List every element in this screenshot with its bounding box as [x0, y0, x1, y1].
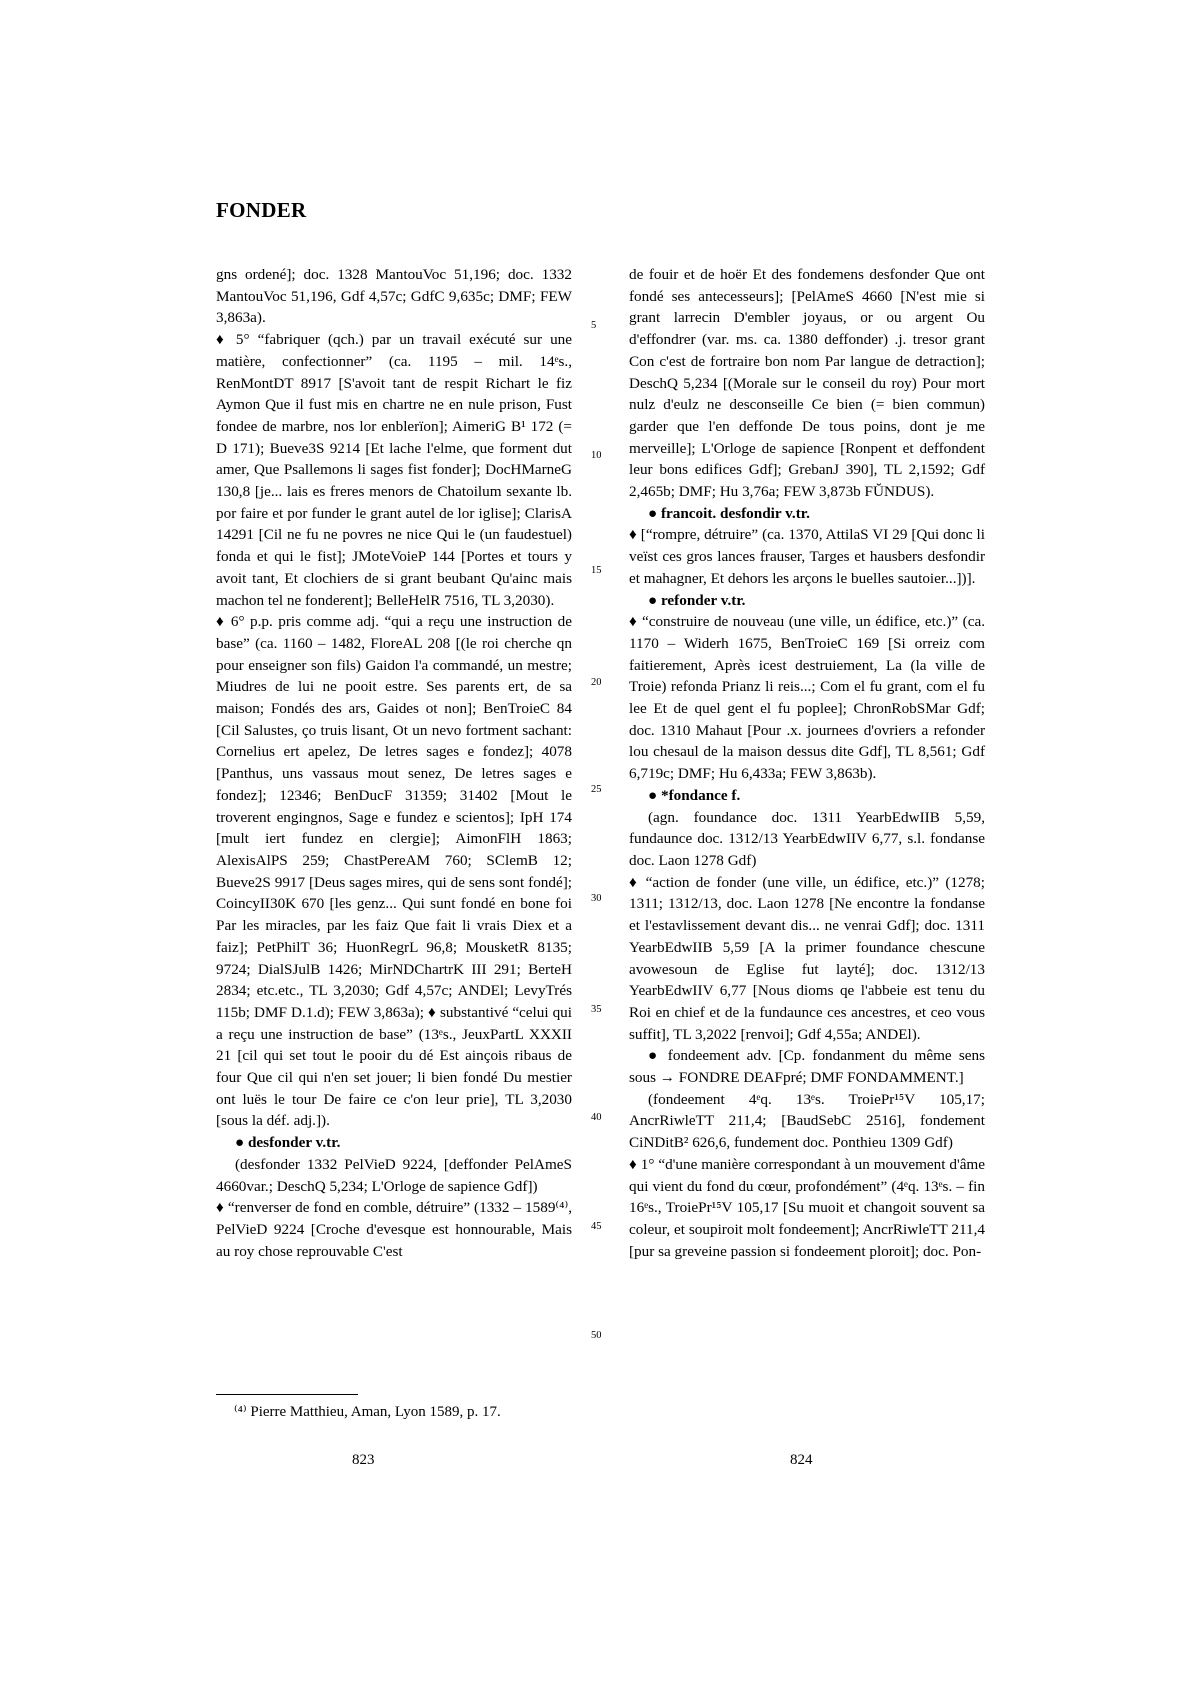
line-number: 30 — [591, 893, 602, 904]
line-number: 15 — [591, 565, 602, 576]
right-paragraph-5: ♦ “construire de nouveau (une ville, un édifice, etc.)” (ca. 1170 – Widerh 1675, BenTroieC 169 [Si orreiz com faitierement, Après icest destruiement, La (la ville de Troie) refonda Prianz li reis...; Com el fu grant, com el fu lee Et de quel gent el fu poplee]; ChronRobSMar Gdf; doc. 1310 Mahaut [Pour .x. journees d'ovriers a refonder lou chesaul de la maison dessus dite Gdf], TL 8,561; Gdf 6,719c; DMF; Hu 6,433a; FEW 3,863b). — [629, 613, 985, 783]
line-number: 50 — [591, 1330, 602, 1341]
right-paragraph-7: (agn. foundance doc. 1311 YearbEdwIIB 5,59, fundaunce doc. 1312/13 YearbEdwIIV 6,77, s.l. fondanse doc. Laon 1278 Gdf) — [629, 808, 985, 869]
left-paragraph-3: ♦ 6° p.p. pris comme adj. “qui a reçu une instruction de base” (ca. 1160 – 1482, FloreAL 208 [(le roi cherche qn pour enseigner son fils) Gaidon l'a commandé, un mestre; Miudres de lui ne pooit estre. Ses parents ert, de sa maison; Fondés des ars, Gaides ot non]; BenTroieC 84 [Cil Salustes, ço truis lisant, Ot un nevo fortment sachant: Cornelius ert apelez, De letres sages e fondez]; 4078 [Panthus, uns vassaus mout senez, De letres sages e fondez]; 12346; BenDucF 31359; 31402 [Mout le troverent engingnos, Sage e fundez e scientos]; IpH 174 [mult iert fundez en clergie]; AimonFlH 1863; AlexisAlPS 259; ChastPereAM 760; SClemB 12; Bueve2S 9917 [Deus sages mires, qui de sens sont fondé]; CoincyII30K 670 [les genz... Qui sunt fondé en bone foi Par les miracles, par les faiz Que fait li vrais Diex et a faiz]; PetPhilT 36; HuonRegrL 96,8; MousketR 8135; 9724; DialSJulB 1426; MirNDChartrK III 291; BerteH 2834; etc.etc., TL 3,2030; Gdf 4,57c; ANDEl; LevyTrés 115b; DMF D.1.d); FEW 3,863a); ♦ substantivé “celui qui a reçu une instruction de base” (13ᵉs., JeuxPartL XXXII 21 [cil qui set tout le pooir du dé Est ainçois ribaus de four Que cil qui n'en set jouer; li bien fondé Du mestier ont luës le tour De faire ce c'on leur prie], TL 3,2030 [sous la déf. adj.]). — [216, 613, 572, 1130]
left-paragraph-2: ♦ 5° “fabriquer (qch.) par un travail exécuté sur une matière, confectionner” (ca. 1195 – mil. 14ᵉs., RenMontDT 8917 [S'avoit tant de respit Richart le fiz Aymon Que il fust mis en chartre ne en nule prison, Fust fondee de marbre, nos lor enblerïon]; AimeriG B¹ 172 (= D 171); Bueve3S 9214 [Et lache l'elme, que forment dut amer, Que Psallemons li sages fist fonder]; DocHMarneG 130,8 [je... lais es freres menors de Chatoilum sexante lb. por faire et por funder le grant autel de lor iglise]; ClarisA 14291 [Cil ne fu ne povres ne nice Qui le (un faudestuel) fonda et qui le fist]; JMoteVoieP 144 [Portes et tours y avoit tant, Et clochiers de si grant beubant Qu'ainc mais machon tel ne fonderent]; BelleHelR 7516, TL 3,2030). — [216, 331, 572, 609]
right-column — [629, 264, 985, 1262]
page-number-left: 823 — [352, 1452, 375, 1468]
line-number: 45 — [591, 1221, 602, 1232]
right-subentry-fondeement: ● fondeement adv. [Cp. fondanment du même sens sous → FONDRE DEAFpré; DMF FONDAMMENT.] — [629, 1047, 985, 1087]
left-subentry-desfonder: ● desfonder v.tr. — [235, 1134, 341, 1152]
footnote-rule — [216, 1394, 358, 1395]
left-paragraph-forms: (desfonder 1332 PelVieD 9224, [deffonder PelAmeS 4660var.; DeschQ 5,234; L'Orloge de sapience Gdf]) — [216, 1155, 572, 1195]
right-subentry-desfondir: ● francoit. desfondir v.tr. — [648, 504, 810, 522]
page-number-right: 824 — [790, 1452, 813, 1468]
line-number: 10 — [591, 450, 602, 461]
line-number: 20 — [591, 677, 602, 688]
page-title: FONDER — [216, 198, 307, 222]
line-number: 5 — [591, 320, 597, 331]
right-paragraph-3: ♦ [“rompre, détruire” (ca. 1370, AttilaS VI 29 [Qui donc li veïst ces gros lances frauser, Targes et hausbers desfondir et mahagner, Et dehors les arçons le buelles sautoier...])]. — [629, 526, 985, 587]
line-numbers — [591, 0, 613, 1684]
line-number: 35 — [591, 1004, 602, 1015]
left-paragraph-1: gns ordené]; doc. 1328 MantouVoc 51,196; doc. 1332 MantouVoc 51,196, Gdf 4,57c; GdfC 9,635c; DMF; FEW 3,863a). — [216, 266, 572, 327]
footnote: ⁽⁴⁾ Pierre Matthieu, Aman, Lyon 1589, p. 17. — [234, 1404, 501, 1420]
right-paragraph-10: (fondeement 4ᵉq. 13ᵉs. TroiePr¹⁵V 105,17; AncrRiwleTT 211,4; [BaudSebC 2516], fondement CiNDitB² 626,6, fundement doc. Ponthieu 1309 Gdf) — [629, 1090, 985, 1152]
line-number: 40 — [591, 1112, 602, 1123]
left-paragraph-6: ♦ “renverser de fond en comble, détruire” (1332 – 1589⁽⁴⁾, PelVieD 9224 [Croche d'evesque est honnourable, Mais au roy chose reprouvable C'est — [216, 1199, 572, 1260]
right-paragraph-8: ♦ “action de fonder (une ville, un édifice, etc.)” (1278; 1311; 1312/13, doc. Laon 1278 [Ne encontre la fondanse et l'estavlissement devant dis... ne venrai Gdf]; doc. 1311 YearbEdwIIB 5,59 [A la primer foundance chescune avowesoun de Eglise fut layté]; doc. 1312/13 YearbEdwIIV 6,77 [Nous dioms qe l'abbeie est tenu du Roi en chief et de la fundaunce ces ancestres, et ceo vous suffit], TL 3,2022 [renvoi]; Gdf 4,55a; ANDEl). — [629, 873, 985, 1043]
right-paragraph-11: ♦ 1° “d'une manière correspondant à un mouvement d'âme qui vient du fond du cœur, profondément” (4ᵉq. 13ᵉs. – fin 16ᵉs., TroiePr¹⁵V 105,17 [Su muoit et changoit souvent sa coleur, et soupiroit molt fondeement]; AncrRiwleTT 211,4 [pur sa greveine passion si fondeement ploroit]; doc. Pon- — [629, 1155, 985, 1260]
right-paragraph-1: de fouir et de hoër Et des fondemens desfonder Que ont fondé ses antecesseurs]; [PelAmeS 4660 [N'est mie si grant larrecin D'embler joyaus, or ou argent Ou d'effondrer (var. ms. ca. 1380 deffonder) .j. tresor grant Con c'est de fortraire bon nom Par langue de detraction]; DeschQ 5,234 [(Morale sur le conseil du roy) Pour mort nulz d'eulz ne desconseille Ce bien (= bien commun) garder que l'en deffonde De tous poins, dont je me merveille]; L'Orloge de sapience [Ronpent et deffondent leur bons edifices Gdf]; GrebanJ 390], TL 2,1592; Gdf 2,465b; DMF; Hu 3,76a; FEW 3,873b FŬNDUS). — [629, 266, 985, 501]
line-number: 25 — [591, 784, 602, 795]
right-subentry-refonder: ● refonder v.tr. — [648, 591, 746, 609]
left-column — [216, 264, 572, 1262]
right-subentry-fondance: ● *fondance f. — [648, 786, 741, 804]
